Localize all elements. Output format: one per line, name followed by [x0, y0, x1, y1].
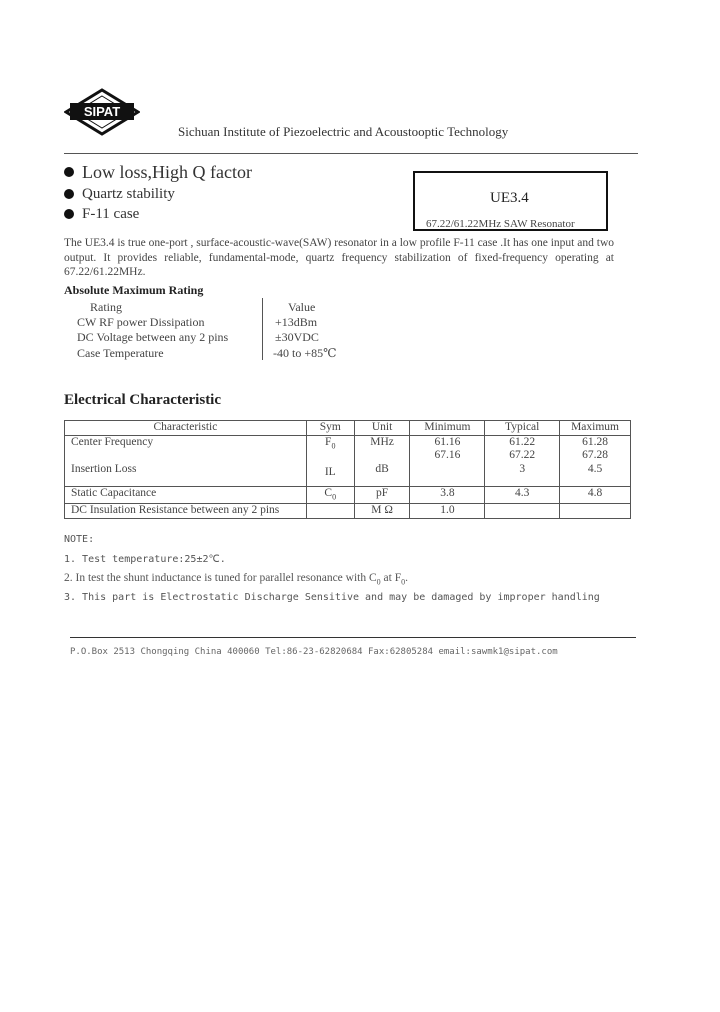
max-value: 67.28 — [582, 449, 608, 461]
table-row — [65, 486, 631, 504]
bullet-dot-icon — [64, 167, 74, 177]
max-value: 4.5 — [587, 462, 603, 475]
note-2 — [64, 572, 408, 586]
feature-item — [64, 204, 252, 224]
electrical-table — [64, 420, 631, 519]
sym-sub: 0 — [332, 491, 337, 501]
bullet-dot-icon — [64, 189, 74, 199]
note-1: 1. Test temperature:25±2℃. — [64, 554, 226, 565]
institute-name: Sichuan Institute of Piezoelectric and Acoustooptic Technology — [178, 124, 509, 139]
abs-max-divider — [262, 298, 263, 360]
header-cell: Unit — [354, 421, 410, 436]
header-divider — [64, 153, 638, 154]
abs-max-header-rating: Rating — [90, 300, 122, 314]
notes-title: NOTE: — [64, 534, 95, 545]
sym-cell — [306, 435, 354, 486]
sym-text: F — [325, 435, 332, 448]
min-cell — [410, 435, 485, 486]
unit-value: MHz — [370, 435, 394, 448]
param-label: Center Frequency — [71, 435, 154, 448]
header-cell: Maximum — [560, 421, 631, 436]
sym-text: C — [324, 486, 333, 499]
typ-cell — [485, 435, 560, 486]
param-label: Insertion Loss — [71, 463, 137, 475]
abs-max-title: Absolute Maximum Rating — [64, 283, 204, 297]
max-value: 4.8 — [560, 486, 631, 504]
abs-max-table — [64, 298, 344, 360]
header-cell: Characteristic — [65, 421, 307, 436]
abs-max-label: DC Voltage between any 2 pins — [77, 330, 229, 344]
min-value: 61.16 — [434, 435, 461, 448]
min-value: 3.8 — [410, 486, 485, 504]
param-label: DC Insulation Resistance between any 2 pins — [65, 504, 307, 519]
product-subtitle: 67.22/61.22MHz SAW Resonator — [426, 218, 575, 230]
min-value: 1.0 — [410, 504, 485, 519]
abs-max-label: CW RF power Dissipation — [77, 315, 205, 329]
param-label: Static Capacitance — [65, 486, 307, 504]
min-value: 67.16 — [434, 449, 461, 461]
feature-list — [64, 160, 252, 224]
sym-value — [311, 436, 350, 453]
abs-max-label: Case Temperature — [77, 346, 164, 360]
abs-max-value: ±30VDC — [275, 330, 319, 344]
typ-value: 67.22 — [509, 449, 536, 461]
table-row — [65, 435, 631, 486]
bullet-dot-icon — [64, 209, 74, 219]
note-2-sub: 0 — [401, 577, 406, 587]
feature-text: F-11 case — [82, 205, 140, 222]
unit-value: pF — [354, 486, 410, 504]
header-cell: Minimum — [410, 421, 485, 436]
typ-value — [485, 504, 560, 519]
sym-value — [306, 504, 354, 519]
sym-sub: 0 — [331, 440, 336, 450]
note-2-text: . — [405, 572, 408, 584]
header-cell: Sym — [306, 421, 354, 436]
typ-value: 4.3 — [485, 486, 560, 504]
note-2-sub: 0 — [376, 577, 381, 587]
max-value: 61.28 — [582, 435, 608, 448]
sym-cell — [306, 486, 354, 504]
unit-value: M Ω — [354, 504, 410, 519]
feature-text: Quartz stability — [82, 185, 175, 202]
abs-max-header-value: Value — [288, 300, 316, 314]
electrical-title: Electrical Characteristic — [64, 392, 222, 408]
typ-value: 3 — [519, 462, 526, 475]
sipat-logo — [64, 88, 140, 136]
feature-item — [64, 160, 252, 184]
note-2-text: 2. In test the shunt inductance is tuned for parallel resonance with C — [64, 572, 377, 584]
max-value — [560, 504, 631, 519]
header-cell: Typical — [485, 421, 560, 436]
table-header-row — [65, 421, 631, 436]
param-cell — [65, 435, 307, 486]
footer-contact: P.O.Box 2513 Chongqing China 400060 Tel:86-23-62820684 Fax:62805284 email:sawmk1@sipat.com — [70, 647, 558, 657]
description: The UE3.4 is true one-port , surface-acoustic-wave(SAW) resonator in a low profile F-11 case .It has one input and two output. It provides reliable, fundamental-mode, quartz frequency stabilization of fixed-frequency operating at 67.22/61.22MHz. — [64, 237, 614, 278]
note-3: 3. This part is Electrostatic Discharge Sensitive and may be damaged by improper handling — [64, 592, 600, 603]
abs-max-value: +13dBm — [275, 315, 318, 329]
footer-divider — [70, 637, 636, 638]
unit-cell — [354, 435, 410, 486]
logo-text: SIPAT — [83, 104, 121, 119]
sym-value: IL — [324, 466, 336, 479]
table-row — [65, 504, 631, 519]
feature-text: Low loss,High Q factor — [82, 161, 252, 182]
typ-value: 61.22 — [509, 435, 536, 448]
product-title: UE3.4 — [490, 190, 529, 206]
unit-value: dB — [375, 463, 389, 475]
abs-max-value: -40 to +85℃ — [273, 346, 337, 360]
note-2-text: at F — [380, 572, 402, 584]
feature-item — [64, 184, 252, 204]
max-cell — [560, 435, 631, 486]
